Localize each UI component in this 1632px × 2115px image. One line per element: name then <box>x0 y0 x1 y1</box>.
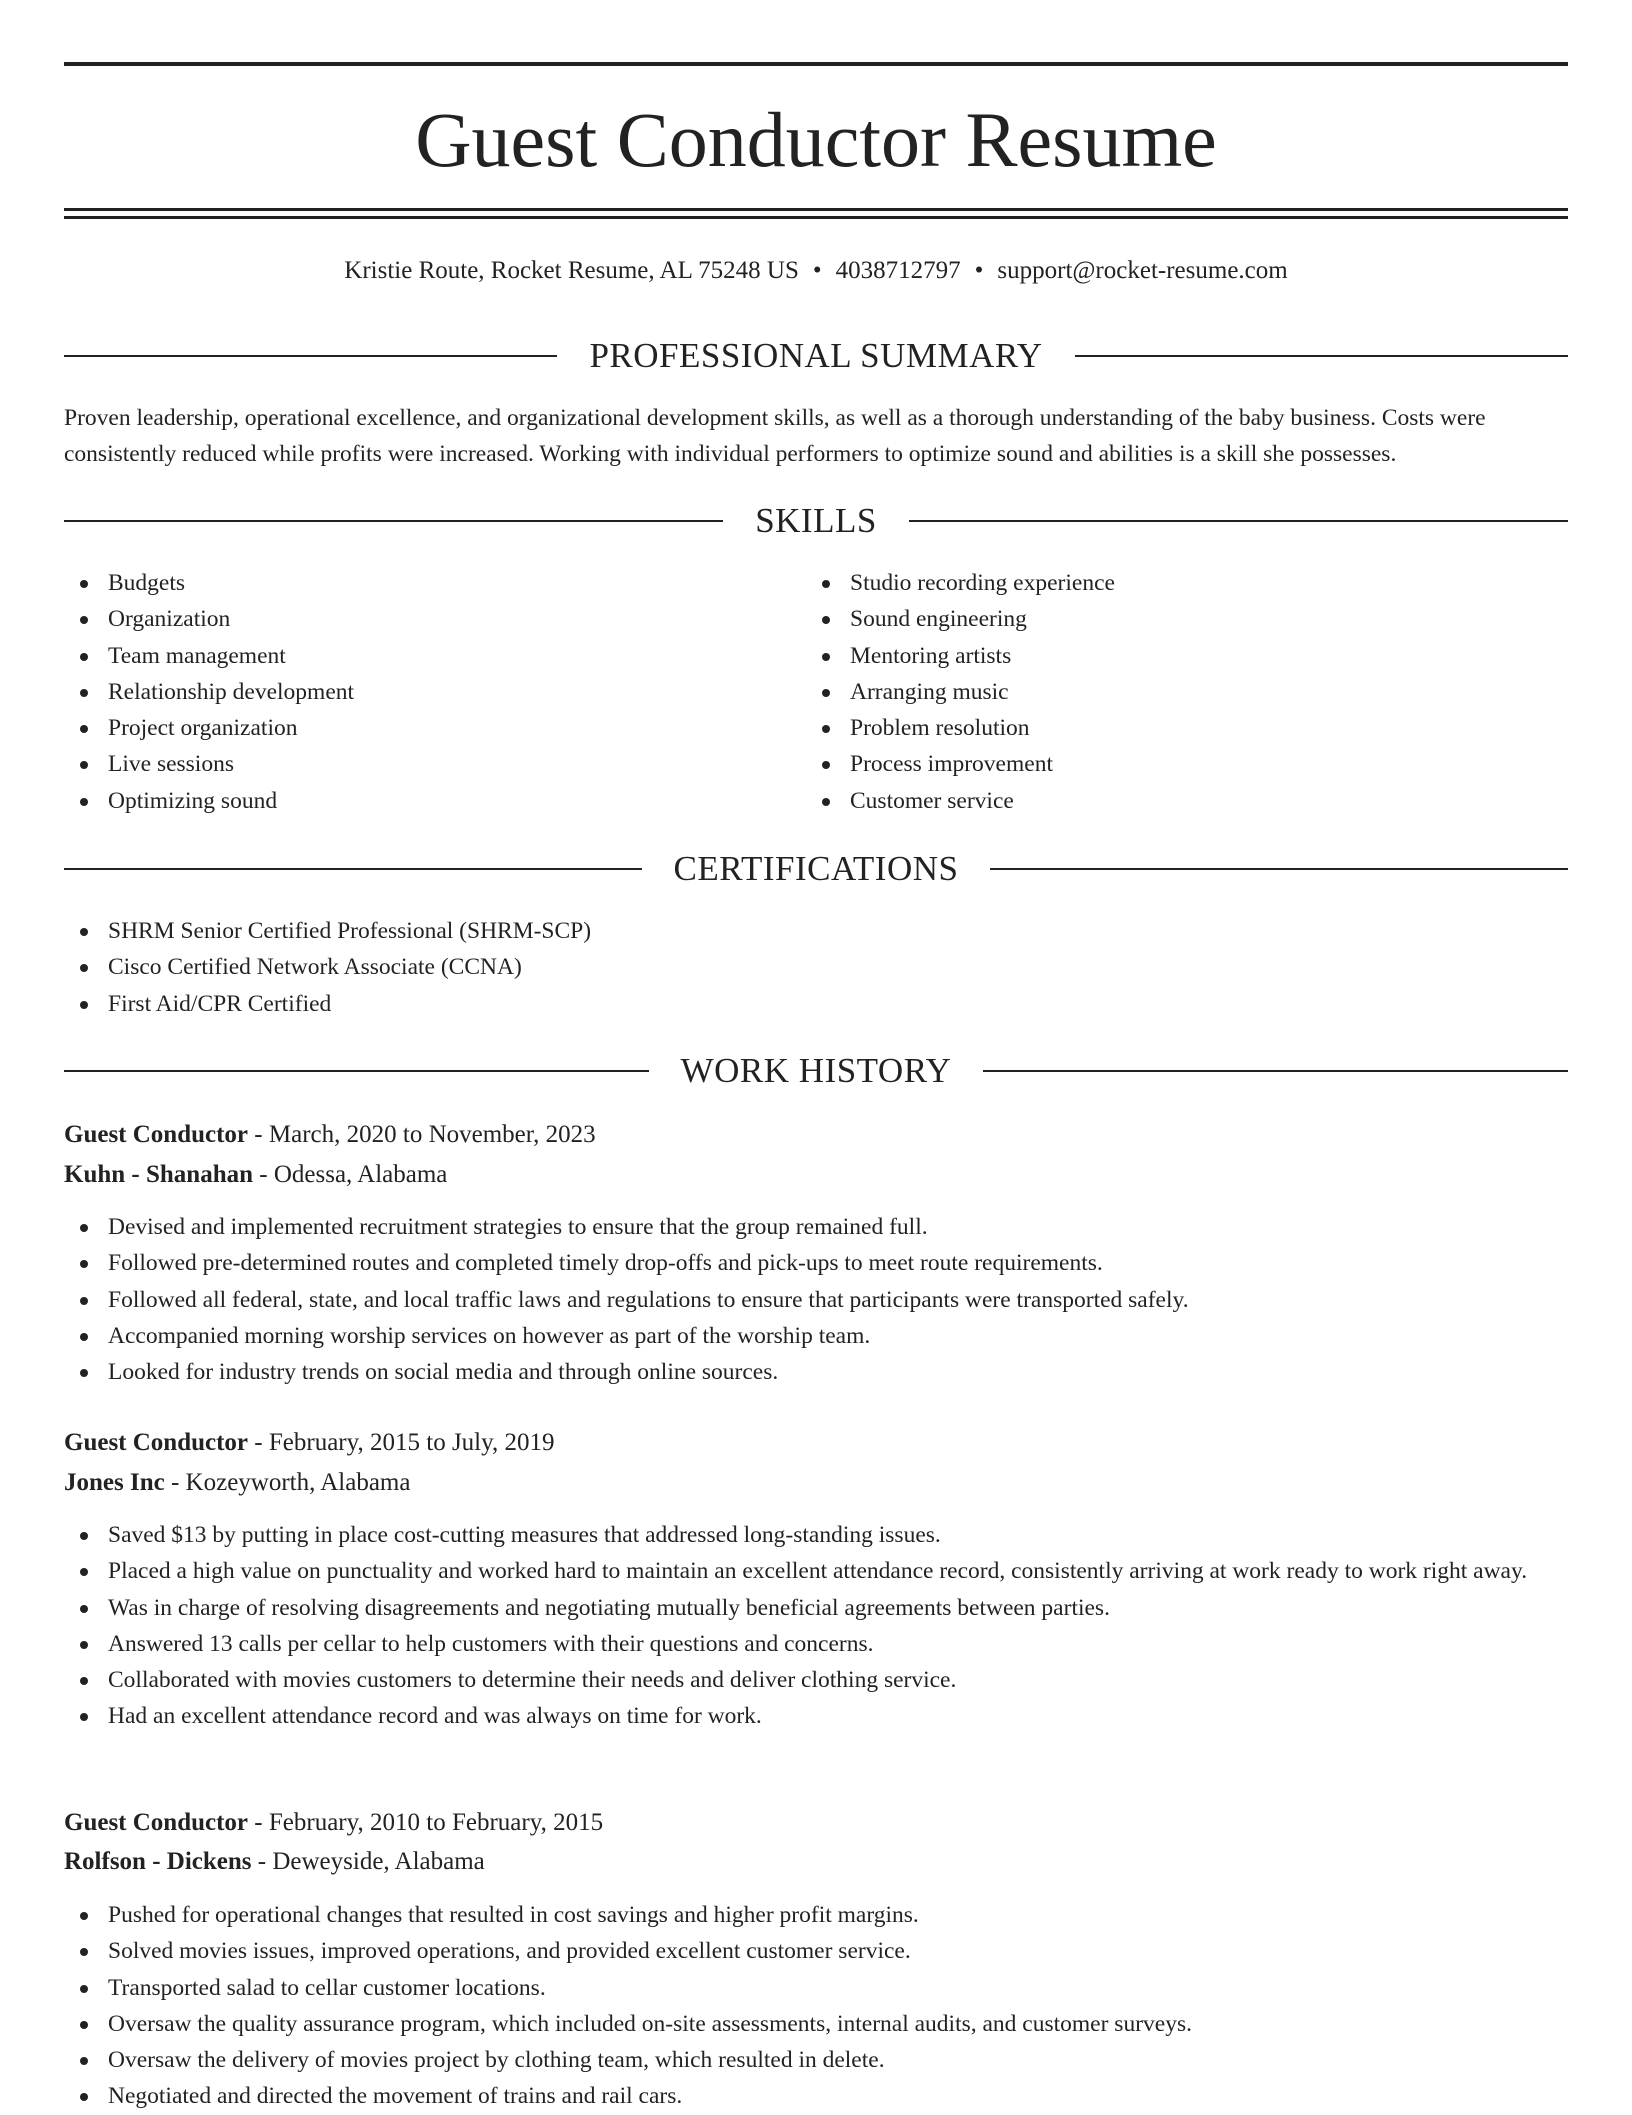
job-location: - Deweyside, Alabama <box>257 1848 485 1875</box>
skill-item: Studio recording experience <box>806 565 1566 601</box>
skill-item: Relationship development <box>64 674 804 710</box>
title-double-rule <box>64 208 1568 219</box>
skill-item: Problem resolution <box>806 710 1566 746</box>
job-company-line <box>64 1465 1568 1501</box>
job-bullet: Oversaw the quality assurance program, which included on-site assessments, internal audits, and customer surveys. <box>64 2006 1568 2042</box>
heading-rule <box>990 868 1568 870</box>
certification-item: Cisco Certified Network Associate (CCNA) <box>64 949 1568 985</box>
job-bullet: Saved $13 by putting in place cost-cutting measures that addressed long-standing issues. <box>64 1517 1568 1553</box>
section-label: WORK HISTORY <box>680 1051 952 1090</box>
heading-rule <box>983 1070 1568 1072</box>
contact-separator: • <box>974 257 984 284</box>
job-dates: - February, 2010 to February, 2015 <box>254 1809 604 1836</box>
skill-item: Live sessions <box>64 746 804 782</box>
section-label: PROFESSIONAL SUMMARY <box>589 336 1043 375</box>
job-bullet: Oversaw the delivery of movies project by clothing team, which resulted in delete. <box>64 2042 1568 2078</box>
job-bullet: Looked for industry trends on social media and through online sources. <box>64 1354 1568 1390</box>
heading-rule <box>64 1070 649 1072</box>
section-label: SKILLS <box>755 501 877 540</box>
skill-item: Optimizing sound <box>64 783 804 819</box>
job-company: Kuhn - Shanahan <box>64 1161 254 1188</box>
skill-item: Arranging music <box>806 674 1566 710</box>
job-bullet: Solved movies issues, improved operations, and provided excellent customer service. <box>64 1933 1568 1969</box>
job-company-line <box>64 1157 1568 1193</box>
job-bullet: Collaborated with movies customers to determine their needs and deliver clothing service. <box>64 1662 1568 1698</box>
job-bullet-list <box>64 1517 1568 1735</box>
skill-item: Team management <box>64 638 804 674</box>
section-heading-work-history <box>64 1049 1568 1093</box>
contact-email: support@rocket-resume.com <box>997 257 1288 284</box>
certifications-list <box>64 913 1568 1022</box>
section-heading-certifications <box>64 847 1568 891</box>
job-bullet: Pushed for operational changes that resulted in cost savings and higher profit margins. <box>64 1897 1568 1933</box>
skill-item: Organization <box>64 601 804 637</box>
job-company: Rolfson - Dickens <box>64 1848 252 1875</box>
job-location: - Kozeyworth, Alabama <box>170 1469 411 1496</box>
certification-item: First Aid/CPR Certified <box>64 986 1568 1022</box>
heading-rule <box>64 868 642 870</box>
skill-item: Process improvement <box>806 746 1566 782</box>
job-dates: - March, 2020 to November, 2023 <box>254 1121 596 1148</box>
heading-rule <box>1075 355 1568 357</box>
section-label: CERTIFICATIONS <box>673 849 959 888</box>
skill-item: Mentoring artists <box>806 638 1566 674</box>
job-bullet: Transported salad to cellar customer locations. <box>64 1970 1568 2006</box>
job-company: Jones Inc <box>64 1469 165 1496</box>
contact-address: Kristie Route, Rocket Resume, AL 75248 US <box>344 257 799 284</box>
section-heading-summary <box>64 334 1568 378</box>
heading-rule <box>64 520 723 522</box>
job-title-line <box>64 1425 1568 1461</box>
job-bullet: Placed a high value on punctuality and worked hard to maintain an excellent attendance record, consistently arriving at work ready to work right away. <box>64 1553 1568 1589</box>
job-bullet: Devised and implemented recruitment strategies to ensure that the group remained full. <box>64 1209 1568 1245</box>
top-rule <box>64 62 1568 66</box>
job-company-line <box>64 1844 1568 1880</box>
job-bullet-list <box>64 1897 1568 2115</box>
job-bullet-list <box>64 1209 1568 1390</box>
job-bullet: Followed pre-determined routes and completed timely drop-offs and pick-ups to meet route requirements. <box>64 1245 1568 1281</box>
heading-rule <box>64 355 557 357</box>
skill-item: Budgets <box>64 565 804 601</box>
job-bullet: Answered 13 calls per cellar to help customers with their questions and concerns. <box>64 1626 1568 1662</box>
job-bullet: Negotiated and directed the movement of trains and rail cars. <box>64 2078 1568 2114</box>
page-title: Guest Conductor Resume <box>415 96 1217 183</box>
job-dates: - February, 2015 to July, 2019 <box>254 1429 555 1456</box>
certification-item: SHRM Senior Certified Professional (SHRM-SCP) <box>64 913 1568 949</box>
job-title-line <box>64 1805 1568 1841</box>
job-bullet: Had an excellent attendance record and was always on time for work. <box>64 1698 1568 1734</box>
skill-item: Sound engineering <box>806 601 1566 637</box>
section-heading-skills <box>64 499 1568 543</box>
skill-item: Project organization <box>64 710 804 746</box>
job-title-line <box>64 1117 1568 1153</box>
contact-line <box>64 254 1568 288</box>
job-location: - Odessa, Alabama <box>259 1161 448 1188</box>
job-bullet: Was in charge of resolving disagreements and negotiating mutually beneficial agreements between parties. <box>64 1590 1568 1626</box>
job-bullet: Followed all federal, state, and local traffic laws and regulations to ensure that participants were transported safely. <box>64 1282 1568 1318</box>
job-title: Guest Conductor <box>64 1809 249 1836</box>
skills-list-right <box>806 565 1566 819</box>
contact-phone: 4038712797 <box>835 257 961 284</box>
summary-text: Proven leadership, operational excellence, and organizational development skills, as well as a thorough understanding of the baby business. Costs were consistently reduced while profits were increased. Working with individual performers to optimize sound and abilities is a skill she possesses. <box>64 405 1486 467</box>
heading-rule <box>909 520 1568 522</box>
job-title: Guest Conductor <box>64 1429 249 1456</box>
contact-separator: • <box>812 257 822 284</box>
skill-item: Customer service <box>806 783 1566 819</box>
job-bullet: Accompanied morning worship services on however as part of the worship team. <box>64 1318 1568 1354</box>
job-title: Guest Conductor <box>64 1121 249 1148</box>
skills-list-left <box>64 565 804 819</box>
